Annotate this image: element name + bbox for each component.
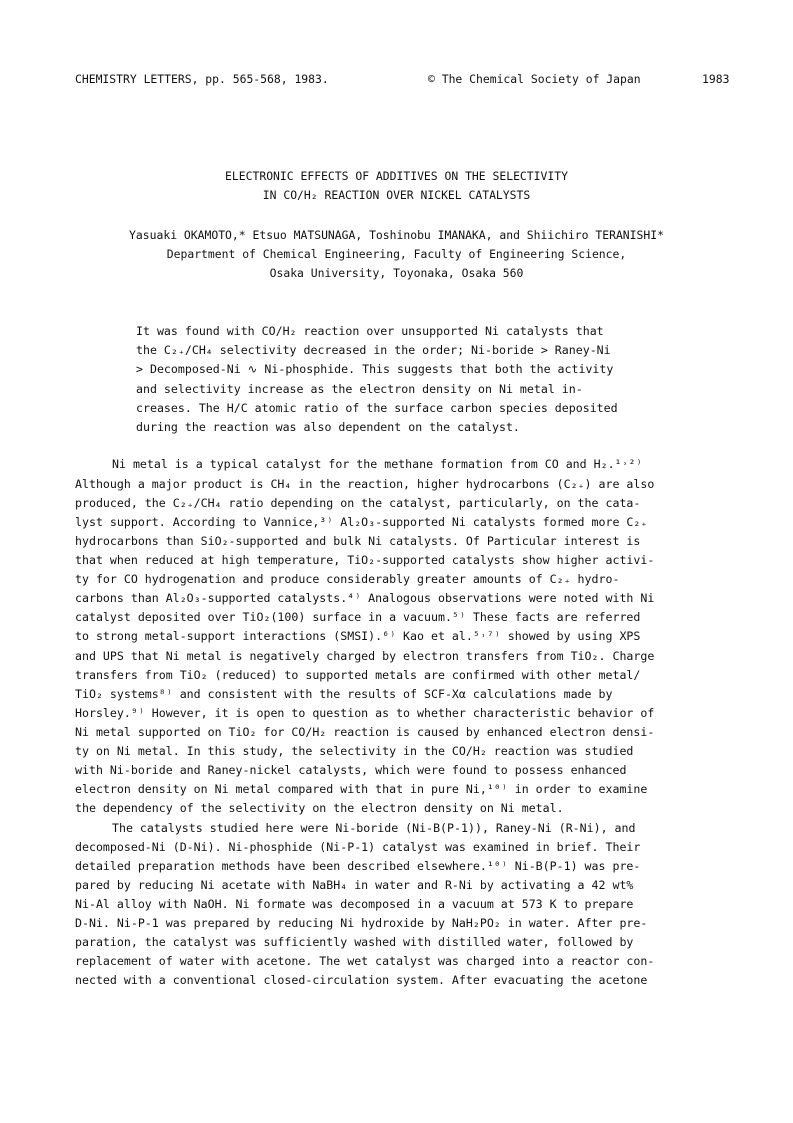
body-line: produced, the C₂₊/CH₄ ratio depending on the catalyst, particularly, on the cata- <box>75 496 641 510</box>
affiliation-line-1: Department of Chemical Engineering, Faculty of Engineering Science, <box>166 247 627 261</box>
body-line: replacement of water with acetone. The wet catalyst was charged into a reactor con- <box>75 954 655 968</box>
publication-year: 1983 <box>702 72 730 86</box>
body-line: to strong metal-support interactions (SMSI).⁶⁾ Kao et al.⁵˒⁷⁾ showed by using XPS <box>75 629 641 643</box>
body-line: the dependency of the selectivity on the electron density on Ni metal. <box>75 801 564 815</box>
body-line: Ni metal supported on TiO₂ for CO/H₂ reaction is caused by enhanced electron densi- <box>75 725 655 739</box>
abstract-line: creases. The H/C atomic ratio of the surface carbon species deposited <box>136 401 618 415</box>
body-line: D-Ni. Ni-P-1 was prepared by reducing Ni hydroxide by NaH₂PO₂ in water. After pre- <box>75 916 648 930</box>
body-line: electron density on Ni metal compared with that in pure Ni,¹⁰⁾ in order to examine <box>75 782 648 796</box>
author-list: Yasuaki OKAMOTO,* Etsuo MATSUNAGA, Toshinobu IMANAKA, and Shiichiro TERANISHI* <box>129 228 664 242</box>
body-line: transfers from TiO₂ (reduced) to supported metals are confirmed with other metal/ <box>75 668 641 682</box>
body-line: Horsley.⁹⁾ However, it is open to question as to whether characteristic behavior of <box>75 706 655 720</box>
body-line: The catalysts studied here were Ni-boride (Ni-B(P-1)), Raney-Ni (R-Ni), and <box>112 821 636 835</box>
body-line: TiO₂ systems⁸⁾ and consistent with the results of SCF-Xα calculations made by <box>75 687 613 701</box>
journal-citation: CHEMISTRY LETTERS, pp. 565-568, 1983. <box>75 72 329 86</box>
body-line: catalyst deposited over TiO₂(100) surface in a vacuum.⁵⁾ These facts are referred <box>75 610 641 624</box>
body-line: that when reduced at high temperature, TiO₂-supported catalysts show higher activi- <box>75 553 655 567</box>
body-line: and UPS that Ni metal is negatively charged by electron transfers from TiO₂. Charge <box>75 649 655 663</box>
abstract-line: > Decomposed-Ni ∿ Ni-phosphide. This suggests that both the activity <box>136 362 614 376</box>
abstract-line: the C₂₊/CH₄ selectivity decreased in the order; Ni-boride > Raney-Ni <box>136 343 611 357</box>
body-line: detailed preparation methods have been described elsewhere.¹⁰⁾ Ni-B(P-1) was pre- <box>75 859 641 873</box>
copyright-notice: © The Chemical Society of Japan <box>428 72 641 86</box>
abstract-line: and selectivity increase as the electron density on Ni metal in- <box>136 382 583 396</box>
article-title-line-2: IN CO/H₂ REACTION OVER NICKEL CATALYSTS <box>262 188 531 202</box>
abstract-line: during the reaction was also dependent on the catalyst. <box>136 420 520 434</box>
body-line: decomposed-Ni (D-Ni). Ni-phosphide (Ni-P-1) catalyst was examined in brief. Their <box>75 840 641 854</box>
abstract-line: It was found with CO/H₂ reaction over unsupported Ni catalysts that <box>136 324 604 338</box>
body-line: paration, the catalyst was sufficiently washed with distilled water, followed by <box>75 935 634 949</box>
body-line: Although a major product is CH₄ in the reaction, higher hydrocarbons (C₂₊) are also <box>75 477 655 491</box>
body-line: with Ni-boride and Raney-nickel catalysts, which were found to possess enhanced <box>75 763 627 777</box>
body-line: carbons than Al₂O₃-supported catalysts.⁴⁾ Analogous observations were noted with Ni <box>75 591 655 605</box>
body-line: hydrocarbons than SiO₂-supported and bulk Ni catalysts. Of Particular interest is <box>75 534 641 548</box>
body-line: Ni-Al alloy with NaOH. Ni formate was decomposed in a vacuum at 573 K to prepare <box>75 897 634 911</box>
article-title-line-1: ELECTRONIC EFFECTS OF ADDITIVES ON THE SELECTIVITY <box>225 169 568 183</box>
affiliation-line-2: Osaka University, Toyonaka, Osaka 560 <box>269 266 524 280</box>
body-line: lyst support. According to Vannice,³⁾ Al₂O₃-supported Ni catalysts formed more C₂₊ <box>75 515 648 529</box>
body-line: nected with a conventional closed-circulation system. After evacuating the acetone <box>75 973 648 987</box>
body-line: Ni metal is a typical catalyst for the methane formation from CO and H₂.¹˒²⁾ <box>112 457 643 471</box>
body-line: ty on Ni metal. In this study, the selectivity in the CO/H₂ reaction was studied <box>75 744 634 758</box>
body-line: ty for CO hydrogenation and produce considerably greater amounts of C₂₊ hydro- <box>75 572 620 586</box>
body-line: pared by reducing Ni acetate with NaBH₄ in water and R-Ni by activating a 42 wt% <box>75 878 634 892</box>
